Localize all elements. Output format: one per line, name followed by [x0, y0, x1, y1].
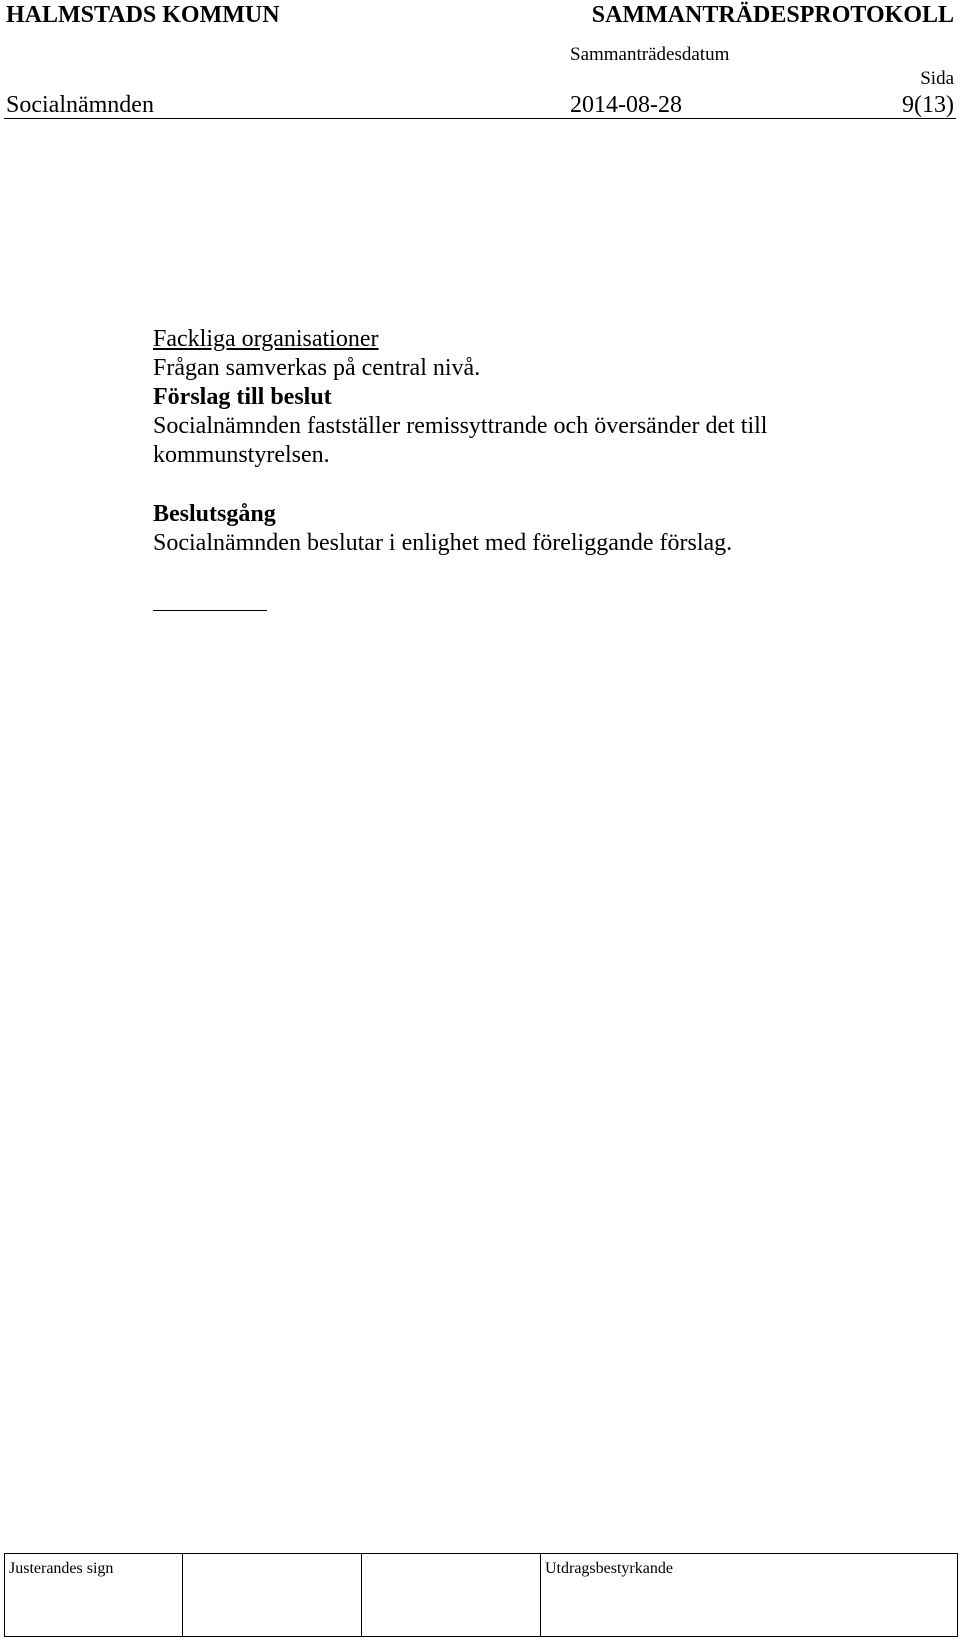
section-end-rule	[153, 610, 267, 611]
unions-heading: Fackliga organisationer	[153, 326, 379, 352]
header-divider	[4, 118, 956, 119]
proposal-text-line-2: kommunstyrelsen.	[153, 442, 330, 468]
proposal-heading: Förslag till beslut	[153, 384, 332, 410]
decision-text: Socialnämnden beslutar i enlighet med föreliggande förslag.	[153, 530, 733, 556]
unions-text: Frågan samverkas på central nivå.	[153, 355, 481, 381]
adjuster-sign-label: Justerandes sign	[9, 1560, 114, 1577]
meeting-date-label: Sammanträdesdatum	[570, 44, 730, 65]
extract-certifier-label: Utdragsbestyrkande	[545, 1560, 673, 1577]
proposal-text-line-1: Socialnämnden fastställer remissyttrande och översänder det till	[153, 413, 768, 439]
extract-certifier-cell	[541, 1554, 958, 1637]
meeting-date: 2014-08-28	[570, 92, 682, 118]
signature-cell-2	[183, 1554, 362, 1637]
signature-cell-3	[362, 1554, 541, 1637]
organization-name: HALMSTADS KOMMUN	[6, 2, 280, 28]
signature-footer	[4, 1553, 958, 1637]
adjuster-sign-cell	[5, 1554, 183, 1637]
document-type: SAMMANTRÄDESPROTOKOLL	[591, 2, 954, 28]
decision-heading: Beslutsgång	[153, 501, 276, 527]
page-label: Sida	[920, 68, 954, 89]
committee-name: Socialnämnden	[6, 92, 154, 118]
page-number: 9(13)	[902, 92, 954, 118]
